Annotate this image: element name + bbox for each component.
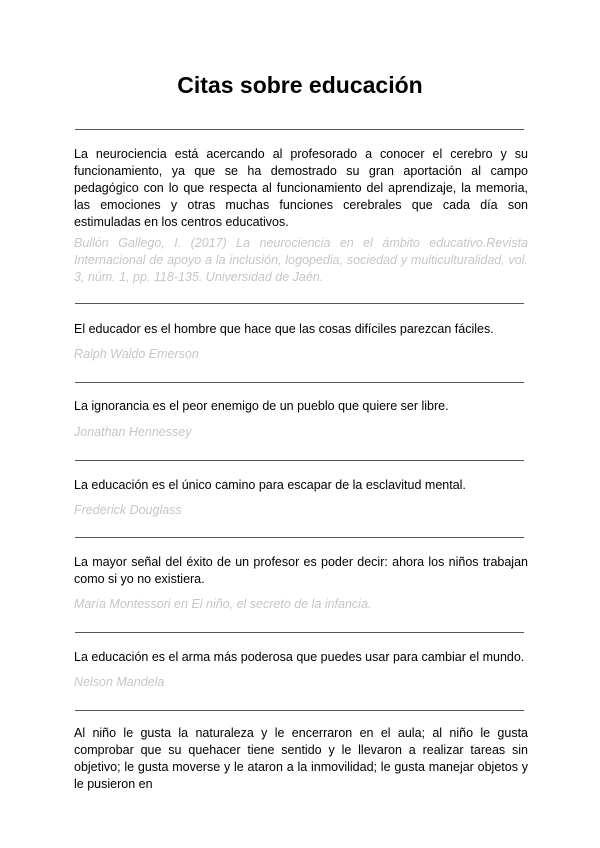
quote-author: Bullón Gallego, I. (2017) La neurociencia en el ámbito educativo.Revista Internacional de apoyo a la inclusión, logopedia, sociedad y multiculturalidad, vol. 3, núm. 1, pp. 118-135. Universidad de Jaén. (74, 236, 528, 284)
quote-text: La educación es el único camino para escapar de la esclavitud mental. (74, 478, 466, 492)
quote-author: Nelson Mandela (74, 675, 165, 689)
quote-author: Frederick Douglass (74, 503, 182, 517)
divider (75, 537, 524, 538)
quote-author: María Montessori en El niño, el secreto de la infancia. (74, 597, 372, 611)
divider (75, 303, 524, 304)
divider (75, 710, 524, 711)
page-title: Citas sobre educación (177, 72, 423, 98)
quote-text: La neurociencia está acercando al profesorado a conocer el cerebro y su funcionamiento, ya que se ha demostrado su gran aportación al campo pedagógico con lo que respecta al funcionamiento del aprendizaje, la memoria, las emociones y otras muchas funciones cerebrales que cada día son estimuladas en los centros educativos. (74, 147, 528, 229)
quote-author: Jonathan Hennessey (74, 425, 192, 439)
quote-text: La educación es el arma más poderosa que puedes usar para cambiar el mundo. (74, 650, 525, 664)
quote-text: Al niño le gusta la naturaleza y le encerraron en el aula; al niño le gusta comprobar que su quehacer tiene sentido y le llevaron a realizar tareas sin objetivo; le gusta moverse y le ataron a la inmovilidad; le gusta manejar objetos y le pusieron en (74, 726, 528, 791)
quote-text: La ignorancia es el peor enemigo de un pueblo que quiere ser libre. (74, 399, 449, 413)
quote-author: Ralph Waldo Emerson (74, 347, 199, 361)
divider (75, 382, 524, 383)
divider (75, 460, 524, 461)
divider (75, 129, 524, 130)
divider (75, 632, 524, 633)
quote-text: El educador es el hombre que hace que las cosas difíciles parezcan fáciles. (74, 322, 494, 336)
quote-text: La mayor señal del éxito de un profesor es poder decir: ahora los niños trabajan como si yo no existiera. (74, 555, 528, 586)
